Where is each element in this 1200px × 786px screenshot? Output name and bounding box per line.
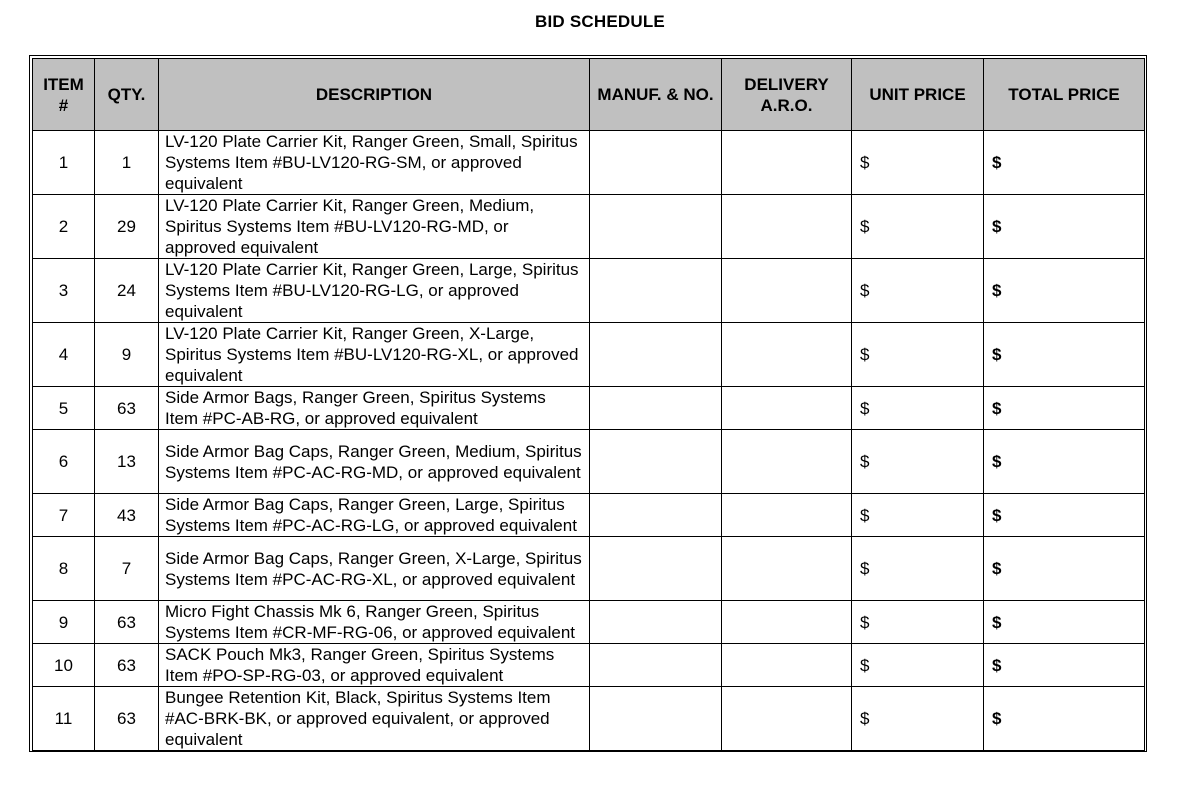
- table-row: [33, 323, 1145, 387]
- header-description: DESCRIPTION: [159, 59, 590, 131]
- manuf-cell[interactable]: [590, 195, 722, 259]
- total-price-cell[interactable]: $: [984, 430, 1145, 494]
- qty-cell: 63: [95, 387, 159, 430]
- unit-price-cell[interactable]: $: [852, 430, 984, 494]
- total-price-cell[interactable]: $: [984, 131, 1145, 195]
- unit-price-cell[interactable]: $: [852, 195, 984, 259]
- item-cell: 3: [33, 259, 95, 323]
- unit-price-cell[interactable]: $: [852, 537, 984, 601]
- item-cell: 1: [33, 131, 95, 195]
- item-cell: 11: [33, 687, 95, 751]
- qty-cell: 43: [95, 494, 159, 537]
- qty-cell: 63: [95, 687, 159, 751]
- qty-cell: 1: [95, 131, 159, 195]
- manuf-cell[interactable]: [590, 430, 722, 494]
- header-item: ITEM #: [33, 59, 95, 131]
- table-row: [33, 387, 1145, 430]
- delivery-cell[interactable]: [722, 323, 852, 387]
- total-price-cell[interactable]: $: [984, 323, 1145, 387]
- delivery-cell[interactable]: [722, 259, 852, 323]
- description-cell: Bungee Retention Kit, Black, Spiritus Systems Item #AC-BRK-BK, or approved equivalent, or approved equivalent: [159, 687, 590, 751]
- table-row: [33, 494, 1145, 537]
- item-cell: 10: [33, 644, 95, 687]
- header-qty: QTY.: [95, 59, 159, 131]
- header-row: [33, 59, 1145, 131]
- total-price-cell[interactable]: $: [984, 259, 1145, 323]
- item-cell: 4: [33, 323, 95, 387]
- item-cell: 7: [33, 494, 95, 537]
- qty-cell: 24: [95, 259, 159, 323]
- item-cell: 6: [33, 430, 95, 494]
- header-delivery: DELIVERY A.R.O.: [722, 59, 852, 131]
- qty-cell: 13: [95, 430, 159, 494]
- qty-cell: 63: [95, 644, 159, 687]
- description-cell: LV-120 Plate Carrier Kit, Ranger Green, Medium, Spiritus Systems Item #BU-LV120-RG-MD, or approved equivalent: [159, 195, 590, 259]
- table-row: [33, 601, 1145, 644]
- manuf-cell[interactable]: [590, 644, 722, 687]
- unit-price-cell[interactable]: $: [852, 644, 984, 687]
- qty-cell: 7: [95, 537, 159, 601]
- unit-price-cell[interactable]: $: [852, 387, 984, 430]
- table-row: [33, 131, 1145, 195]
- table-row: [33, 537, 1145, 601]
- unit-price-cell[interactable]: $: [852, 687, 984, 751]
- qty-cell: 9: [95, 323, 159, 387]
- total-price-cell[interactable]: $: [984, 387, 1145, 430]
- table-row: [33, 430, 1145, 494]
- delivery-cell[interactable]: [722, 195, 852, 259]
- unit-price-cell[interactable]: $: [852, 601, 984, 644]
- delivery-cell[interactable]: [722, 601, 852, 644]
- bid-schedule-frame: [29, 55, 1147, 752]
- item-cell: 9: [33, 601, 95, 644]
- unit-price-cell[interactable]: $: [852, 131, 984, 195]
- total-price-cell[interactable]: $: [984, 601, 1145, 644]
- delivery-cell[interactable]: [722, 537, 852, 601]
- description-cell: LV-120 Plate Carrier Kit, Ranger Green, Small, Spiritus Systems Item #BU-LV120-RG-SM, or approved equivalent: [159, 131, 590, 195]
- manuf-cell[interactable]: [590, 131, 722, 195]
- unit-price-cell[interactable]: $: [852, 323, 984, 387]
- description-cell: Side Armor Bag Caps, Ranger Green, Large, Spiritus Systems Item #PC-AC-RG-LG, or approved equivalent: [159, 494, 590, 537]
- manuf-cell[interactable]: [590, 323, 722, 387]
- item-cell: 5: [33, 387, 95, 430]
- manuf-cell[interactable]: [590, 601, 722, 644]
- qty-cell: 63: [95, 601, 159, 644]
- description-cell: LV-120 Plate Carrier Kit, Ranger Green, Large, Spiritus Systems Item #BU-LV120-RG-LG, or approved equivalent: [159, 259, 590, 323]
- total-price-cell[interactable]: $: [984, 195, 1145, 259]
- header-unit-price: UNIT PRICE: [852, 59, 984, 131]
- manuf-cell[interactable]: [590, 494, 722, 537]
- qty-cell: 29: [95, 195, 159, 259]
- bid-schedule-table: [32, 58, 1145, 751]
- delivery-cell[interactable]: [722, 494, 852, 537]
- delivery-cell[interactable]: [722, 387, 852, 430]
- description-cell: LV-120 Plate Carrier Kit, Ranger Green, X-Large, Spiritus Systems Item #BU-LV120-RG-XL, or approved equivalent: [159, 323, 590, 387]
- manuf-cell[interactable]: [590, 537, 722, 601]
- delivery-cell[interactable]: [722, 687, 852, 751]
- manuf-cell[interactable]: [590, 687, 722, 751]
- table-row: [33, 644, 1145, 687]
- total-price-cell[interactable]: $: [984, 494, 1145, 537]
- table-row: [33, 195, 1145, 259]
- total-price-cell[interactable]: $: [984, 537, 1145, 601]
- delivery-cell[interactable]: [722, 430, 852, 494]
- manuf-cell[interactable]: [590, 387, 722, 430]
- delivery-cell[interactable]: [722, 131, 852, 195]
- manuf-cell[interactable]: [590, 259, 722, 323]
- description-cell: Micro Fight Chassis Mk 6, Ranger Green, Spiritus Systems Item #CR-MF-RG-06, or approved equivalent: [159, 601, 590, 644]
- unit-price-cell[interactable]: $: [852, 494, 984, 537]
- page-title: BID SCHEDULE: [535, 12, 665, 31]
- description-cell: Side Armor Bag Caps, Ranger Green, X-Large, Spiritus Systems Item #PC-AC-RG-XL, or approved equivalent: [159, 537, 590, 601]
- item-cell: 2: [33, 195, 95, 259]
- description-cell: SACK Pouch Mk3, Ranger Green, Spiritus Systems Item #PO-SP-RG-03, or approved equivalent: [159, 644, 590, 687]
- description-cell: Side Armor Bags, Ranger Green, Spiritus Systems Item #PC-AB-RG, or approved equivalent: [159, 387, 590, 430]
- header-manuf: MANUF. & NO.: [590, 59, 722, 131]
- total-price-cell[interactable]: $: [984, 687, 1145, 751]
- description-cell: Side Armor Bag Caps, Ranger Green, Medium, Spiritus Systems Item #PC-AC-RG-MD, or approved equivalent: [159, 430, 590, 494]
- delivery-cell[interactable]: [722, 644, 852, 687]
- unit-price-cell[interactable]: $: [852, 259, 984, 323]
- table-row: [33, 687, 1145, 751]
- total-price-cell[interactable]: $: [984, 644, 1145, 687]
- header-total-price: TOTAL PRICE: [984, 59, 1145, 131]
- item-cell: 8: [33, 537, 95, 601]
- table-row: [33, 259, 1145, 323]
